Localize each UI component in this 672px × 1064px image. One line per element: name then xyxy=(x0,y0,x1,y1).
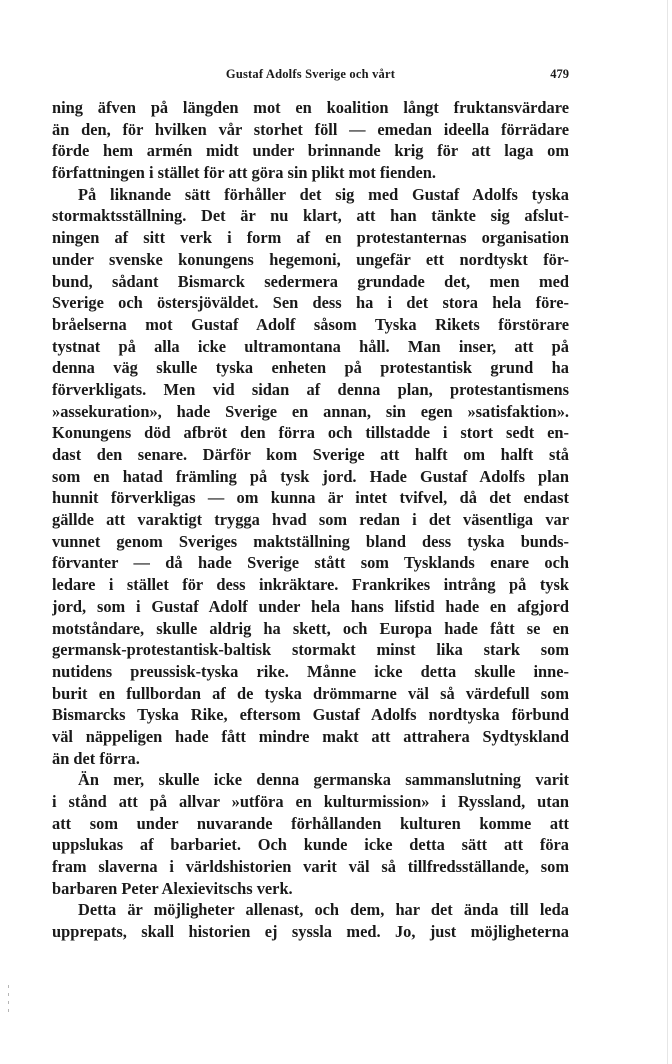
text-line: fram slaverna i världshistorien varit väl så tillfredsställande, som xyxy=(52,857,569,877)
text-line: barbaren Peter Alexievitschs verk. xyxy=(52,878,293,898)
text-line: uppslukas af barbariet. Och kunde icke detta sätt att föra xyxy=(52,835,569,855)
text-line: författningen i stället för att göra sin plikt mot fienden. xyxy=(52,163,436,183)
running-head xyxy=(52,67,569,83)
text-line: germansk-protestantisk-baltisk stormakt minst lika stark som xyxy=(52,640,569,660)
text-line: som en hatad främling på tysk jord. Hade Gustaf Adolfs plan xyxy=(52,466,569,486)
text-line: ledare i stället för dess inkräktare. Frankrikes intrång på tysk xyxy=(52,575,569,595)
text-line: tystnat på alla icke ultramontana håll. Man inser, att på xyxy=(52,336,569,356)
text-line: Sverige och östersjöväldet. Sen dess ha i det stora hela före- xyxy=(52,293,569,313)
running-title: Gustaf Adolfs Sverige och vårt xyxy=(225,67,396,81)
text-line: upprepats, skall historien ej syssla med. Jo, just möjligheterna xyxy=(52,922,569,942)
text-line: Detta är möjligheter allenast, och dem, har det ända till leda xyxy=(78,900,569,920)
text-line: ningen af sitt verk i form af en protestanternas organisation xyxy=(52,228,569,248)
text-line: motståndare, skulle aldrig ha skett, och Europa hade fått se en xyxy=(52,618,569,638)
text-line: På liknande sätt förhåller det sig med Gustaf Adolfs tyska xyxy=(78,184,569,204)
text-line: bråelserna mot Gustaf Adolf såsom Tyska Rikets förstörare xyxy=(52,314,569,334)
text-line: att som under nuvarande förhållanden kulturen komme att xyxy=(52,813,569,833)
text-line: burit en fullbordan af de tyska drömmarne väl så värdefull som xyxy=(52,683,569,703)
text-line: jord, som i Gustaf Adolf under hela hans lifstid hade en afgjord xyxy=(52,596,569,616)
text-line: gällde att varaktigt trygga hvad som redan i det väsentliga var xyxy=(52,510,569,530)
text-line: »assekuration», hade Sverige en annan, sin egen »satisfaktion». xyxy=(52,401,569,421)
text-line: väl näppeligen hade fått mindre makt att attrahera Sydtyskland xyxy=(52,726,569,746)
text-line: ning äfven på längden mot en koalition långt fruktansvärdare xyxy=(52,98,569,117)
text-line: än det förra. xyxy=(52,748,140,768)
text-line: i stånd att på allvar »utföra en kulturmission» i Ryssland, utan xyxy=(52,792,569,811)
text-line: Konungens död afbröt den förra och tillstadde i stort sedt en- xyxy=(52,423,569,443)
text-line: denna väg skulle tyska enheten på protestantisk grund ha xyxy=(52,358,569,378)
text-line: dast den senare. Därför kom Sverige att halft om halft stå xyxy=(52,445,569,464)
text-line: vunnet genom Sveriges maktställning bland dess tyska bunds- xyxy=(52,531,569,551)
text-line: nutidens preussisk-tyska rike. Månne icke detta skulle inne- xyxy=(52,661,569,681)
text-line: under svenske konungens hegemoni, ungefär ett nordtyskt för- xyxy=(52,249,569,269)
margin-marks xyxy=(8,985,12,1015)
page-number: 479 xyxy=(550,67,569,81)
text-line: hunnit förverkligas — om kunna är intet tvifvel, då det endast xyxy=(52,488,569,508)
text-line: stormaktsställning. Det är nu klart, att han tänkte sig afslut- xyxy=(52,206,569,226)
page-edge xyxy=(667,0,668,1064)
body-text xyxy=(52,97,569,943)
text-line: Bismarcks Tyska Rike, eftersom Gustaf Adolfs nordtyska förbund xyxy=(52,705,569,725)
text-line: förverkligats. Men vid sidan af denna plan, protestantismens xyxy=(52,379,569,399)
text-line: förvanter — då hade Sverige stått som Tysklands enare och xyxy=(52,553,569,573)
text-line: än den, för hvilken vår storhet föll — emedan ideella förrädare xyxy=(52,119,569,139)
text-line: förde hem armén midt under brinnande krig för att laga om xyxy=(52,141,569,161)
text-line: bund, sådant Bismarck sedermera grundade det, men med xyxy=(52,271,569,291)
text-line: Än mer, skulle icke denna germanska sammanslutning varit xyxy=(78,770,569,790)
